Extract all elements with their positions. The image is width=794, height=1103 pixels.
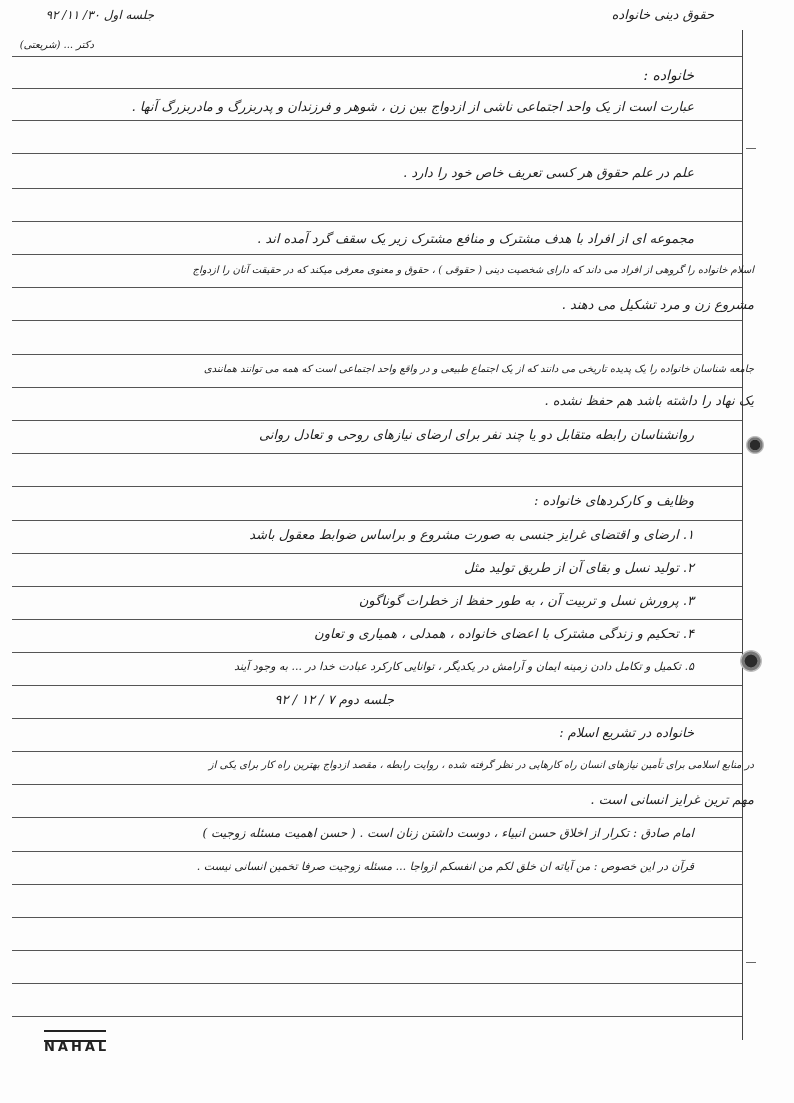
ruled-line [12, 88, 742, 89]
text-line: مشروع زن و مرد تشکیل می دهند . [561, 298, 754, 313]
text-line: در منابع اسلامی برای تأمین نیازهای انسان راه کارهایی در نظر گرفته شده ، روایت رابطه ، مقصد ازدواج بهترین راه کار برای یکی از [208, 760, 754, 771]
list-item: ۱. ارضای و اقتضای غرایز جنسی به صورت مشروع و براساس ضوابط معقول باشد [249, 528, 694, 543]
heading-family-islam: خانواده در تشریع اسلام : [559, 726, 694, 741]
ruled-line [12, 120, 742, 121]
ruled-line [12, 851, 742, 852]
heading-family: خانواده : [643, 68, 694, 84]
text-line: عبارت است از یک واحد اجتماعی ناشی از ازدواج بین زن ، شوهر و فرزندان و پدربزرگ و مادربزرگ آنها . [131, 100, 694, 115]
ruled-line [12, 652, 742, 653]
ruled-line [12, 784, 742, 785]
ruled-line [12, 619, 742, 620]
header-subject: حقوق دینی خانواده [611, 8, 714, 23]
text-line: مجموعه ای از افراد با هدف مشترک و منافع مشترک زیر یک سقف گرد آمده اند . [257, 232, 694, 247]
text-line: علم در علم حقوق هر کسی تعریف خاص خود را دارد . [403, 166, 694, 181]
ruled-line [12, 56, 742, 57]
ruled-line [12, 221, 742, 222]
ruled-line [12, 520, 742, 521]
ruled-line [12, 884, 742, 885]
ruled-line [12, 983, 742, 984]
ruled-line [12, 685, 742, 686]
ruled-line [12, 153, 742, 154]
brand-name: NAHAL [44, 1040, 110, 1055]
text-line: مهم ترین غرایز انسانی است . [590, 793, 754, 808]
ruled-line [12, 553, 742, 554]
text-line: اسلام خانواده را گروهی از افراد می داند که دارای شخصیت دینی ( حقوقی ) ، حقوق و معنوی معرفی میکند که در حقیقت آنان را ازدواج [192, 265, 754, 276]
heading-functions: وظایف و کارکردهای خانواده : [534, 494, 694, 509]
ruled-line [12, 486, 742, 487]
ruled-line [12, 387, 742, 388]
list-item: ۵. تکمیل و تکامل دادن زمینه ایمان و آرامش در یکدیگر ، توانایی کارکرد عبادت خدا در ... به وجود آیند [234, 660, 694, 673]
list-item: ۳. پرورش نسل و تربیت آن ، به طور حفظ از خطرات گوناگون [358, 594, 694, 609]
ruled-line [12, 751, 742, 752]
ruled-line [12, 586, 742, 587]
ruled-line [12, 420, 742, 421]
list-item: ۲. تولید نسل و بقای آن از طریق تولید مثل [464, 561, 694, 576]
ruled-line [12, 320, 742, 321]
ruled-line [12, 1016, 742, 1017]
header-date: جلسه اول ۳۰/ ۱۱/ ۹۲ [45, 8, 154, 22]
punch-hole [746, 436, 764, 454]
list-item: ۴. تحکیم و زندگی مشترک با اعضای خانواده ، همدلی ، همیاری و تعاون [314, 627, 694, 642]
ruled-line [12, 817, 742, 818]
margin-tick [746, 148, 756, 149]
punch-hole [740, 650, 762, 672]
ruled-line [12, 188, 742, 189]
ruled-line [12, 354, 742, 355]
text-line: یک نهاد را داشته باشد هم حفظ نشده . [544, 394, 754, 409]
text-line: روانشناسان رابطه متقابل دو یا چند نفر برای ارضای نیازهای روحی و تعادل روانی [258, 428, 694, 443]
text-line: امام صادق : تکرار از اخلاق حسن انبیاء ، دوست داشتن زنان است . ( حسن اهمیت مسئله زوجیت ) [202, 826, 694, 840]
ruled-line [12, 453, 742, 454]
text-line: قرآن در این خصوص : من آیاته ان خلق لکم من انفسکم ازواجا ... مسئله زوجیت صرفا تخمین انسانی نیست . [196, 860, 694, 873]
header-teacher: دکتر ... (شریعتی) [19, 40, 94, 51]
ruled-line [12, 287, 742, 288]
ruled-line [12, 917, 742, 918]
ruled-line [12, 254, 742, 255]
margin-line [742, 30, 743, 1040]
ruled-line [12, 950, 742, 951]
text-line: جامعه شناسان خانواده را یک پدیده تاریخی می دانند که از یک اجتماع طبیعی و در واقع واحد اجتماعی است که همه می توانند همانندی [203, 364, 754, 375]
ruled-line [12, 718, 742, 719]
session-two-date: جلسه دوم ۷ / ۱۲ / ۹۲ [274, 693, 394, 708]
margin-tick [746, 962, 756, 963]
